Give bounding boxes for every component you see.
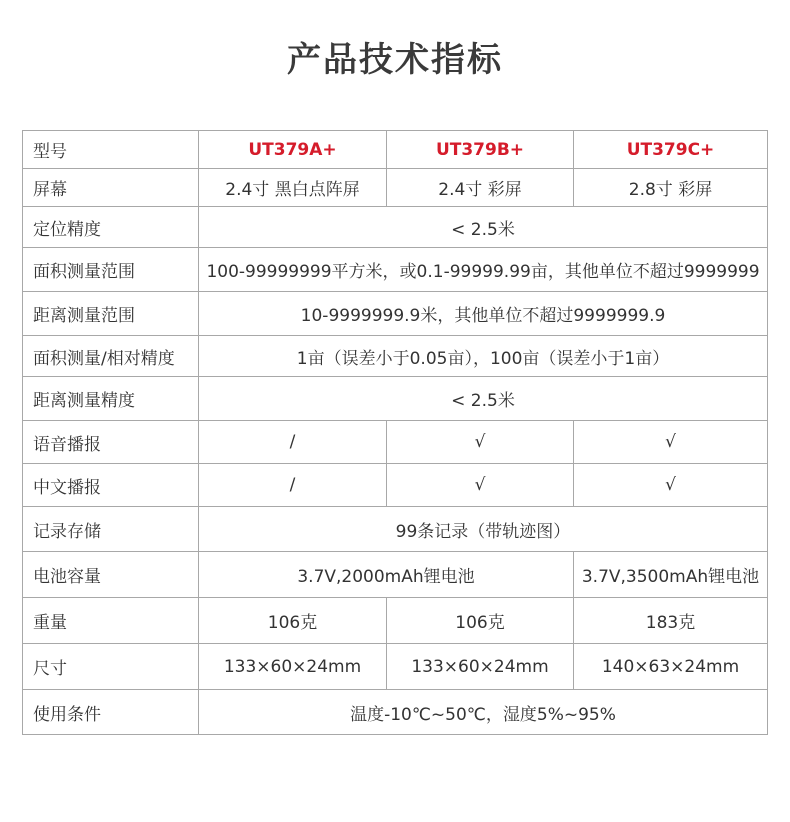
table-cell: 2.8寸 彩屏	[574, 169, 768, 207]
table-cell: 2.4寸 彩屏	[387, 169, 574, 207]
table-cell: 1亩（误差小于0.05亩），100亩（误差小于1亩）	[199, 336, 768, 377]
table-cell: < 2.5米	[199, 377, 768, 421]
row-label: 面积测量范围	[23, 248, 199, 292]
row-label: 语音播报	[23, 421, 199, 464]
table-row-screen	[23, 169, 768, 207]
row-label: 型号	[23, 131, 199, 169]
table-cell: /	[199, 421, 387, 464]
check-mark: √	[574, 464, 768, 507]
table-row-battery	[23, 552, 768, 598]
row-label: 定位精度	[23, 207, 199, 248]
table-row-dimensions	[23, 644, 768, 690]
row-label: 距离测量范围	[23, 292, 199, 336]
table-row-area-range	[23, 248, 768, 292]
table-row-distance-range	[23, 292, 768, 336]
row-label: 面积测量/相对精度	[23, 336, 199, 377]
table-row-record-storage	[23, 507, 768, 552]
table-cell: 140×63×24mm	[574, 644, 768, 690]
table-cell: 温度-10℃~50℃，湿度5%~95%	[199, 690, 768, 735]
table-cell: 3.7V,2000mAh锂电池	[199, 552, 574, 598]
row-label: 使用条件	[23, 690, 199, 735]
table-cell: 100-99999999平方米，或0.1-99999.99亩，其他单位不超过9999999	[199, 248, 768, 292]
table-cell: 133×60×24mm	[387, 644, 574, 690]
table-cell: /	[199, 464, 387, 507]
model-c-cell: UT379C+	[574, 131, 768, 169]
table-cell: 99条记录（带轨迹图）	[199, 507, 768, 552]
row-label: 记录存储	[23, 507, 199, 552]
row-label: 电池容量	[23, 552, 199, 598]
row-label: 重量	[23, 598, 199, 644]
check-mark: √	[387, 421, 574, 464]
row-label: 距离测量精度	[23, 377, 199, 421]
table-cell: 106克	[199, 598, 387, 644]
model-a-cell: UT379A+	[199, 131, 387, 169]
table-cell: < 2.5米	[199, 207, 768, 248]
table-row-voice-broadcast	[23, 421, 768, 464]
table-cell: 10-9999999.9米，其他单位不超过9999999.9	[199, 292, 768, 336]
table-row-area-accuracy	[23, 336, 768, 377]
table-row-operating-conditions	[23, 690, 768, 735]
model-b-cell: UT379B+	[387, 131, 574, 169]
row-label: 尺寸	[23, 644, 199, 690]
table-row-model	[23, 131, 768, 169]
page-title: 产品技术指标	[287, 40, 503, 80]
check-mark: √	[387, 464, 574, 507]
table-row-distance-accuracy	[23, 377, 768, 421]
row-label: 屏幕	[23, 169, 199, 207]
check-mark: √	[574, 421, 768, 464]
table-row-positioning-accuracy	[23, 207, 768, 248]
table-cell: 133×60×24mm	[199, 644, 387, 690]
spec-table	[22, 130, 768, 735]
table-cell: 106克	[387, 598, 574, 644]
row-label: 中文播报	[23, 464, 199, 507]
table-cell: 2.4寸 黑白点阵屏	[199, 169, 387, 207]
table-cell: 183克	[574, 598, 768, 644]
table-row-chinese-broadcast	[23, 464, 768, 507]
table-cell: 3.7V,3500mAh锂电池	[574, 552, 768, 598]
table-row-weight	[23, 598, 768, 644]
